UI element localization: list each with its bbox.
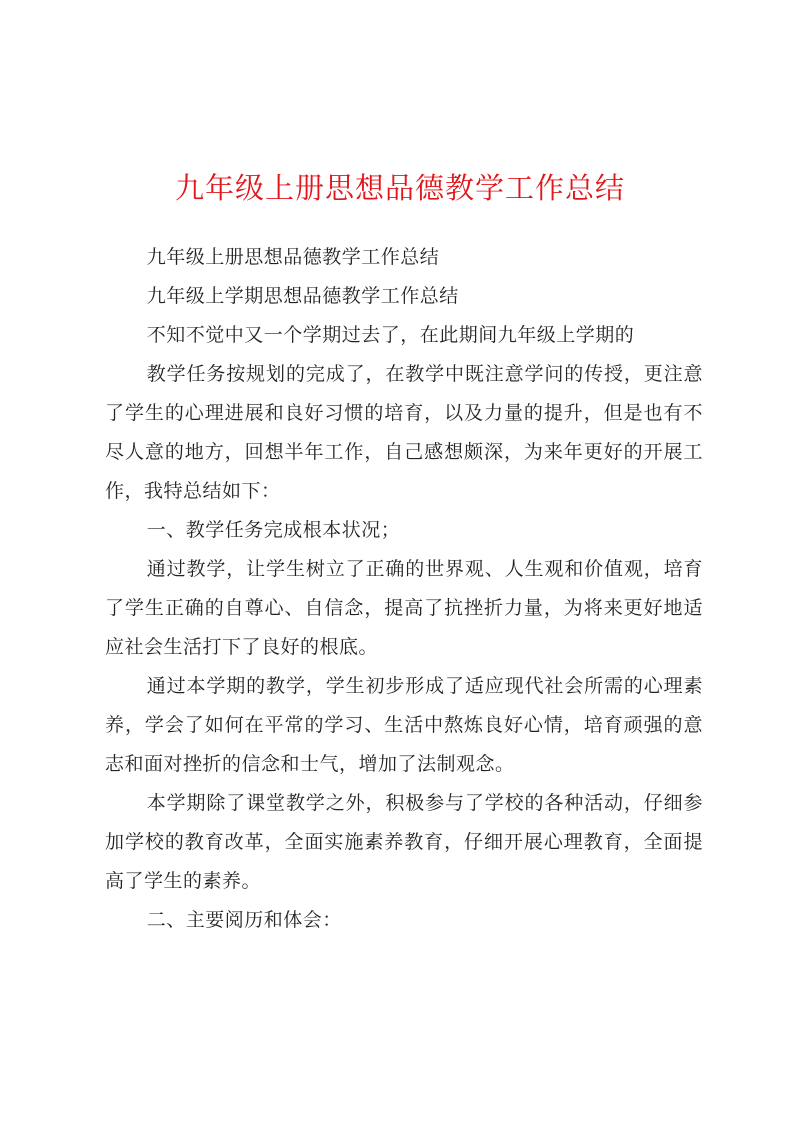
paragraph-section-1c: 本学期除了课堂教学之外，积极参与了学校的各种活动，仔细参加学校的教育改革，全面实施素养教育，仔细开展心理教育，全面提高了学生的素养。 xyxy=(105,792,703,892)
paragraph-intro-continued: 教学任务按规划的完成了，在教学中既注意学问的传授，更注意了学生的心理进展和良好习惯的培育，以及力量的提升，但是也有不尽人意的地方，回想半年工作，自己感想颇深，为来年更好的开展工作，我特总结如下： xyxy=(105,363,703,502)
document-body xyxy=(105,238,703,940)
paragraph-subtitle: 九年级上册思想品德教学工作总结 xyxy=(146,246,440,268)
paragraph-section-1b: 通过本学期的教学，学生初步形成了适应现代社会所需的心理素养，学会了如何在平常的学习、生活中熬炼良好心情，培育顽强的意志和面对挫折的信念和士气，增加了法制观念。 xyxy=(105,675,703,775)
section-heading-1: 一、教学任务完成根本状况； xyxy=(146,519,401,541)
paragraph-section-1a: 通过教学，让学生树立了正确的世界观、人生观和价值观，培育了学生正确的自尊心、自信念，提高了抗挫折力量，为将来更好地适应社会生活打下了良好的根底。 xyxy=(105,558,703,658)
paragraph-intro: 不知不觉中又一个学期过去了，在此期间九年级上学期的 xyxy=(146,324,635,346)
document-title: 九年级上册思想品德教学工作总结 xyxy=(174,171,625,205)
section-heading-2: 二、主要阅历和体会： xyxy=(146,909,342,931)
paragraph-subtitle-2: 九年级上学期思想品德教学工作总结 xyxy=(146,285,459,307)
